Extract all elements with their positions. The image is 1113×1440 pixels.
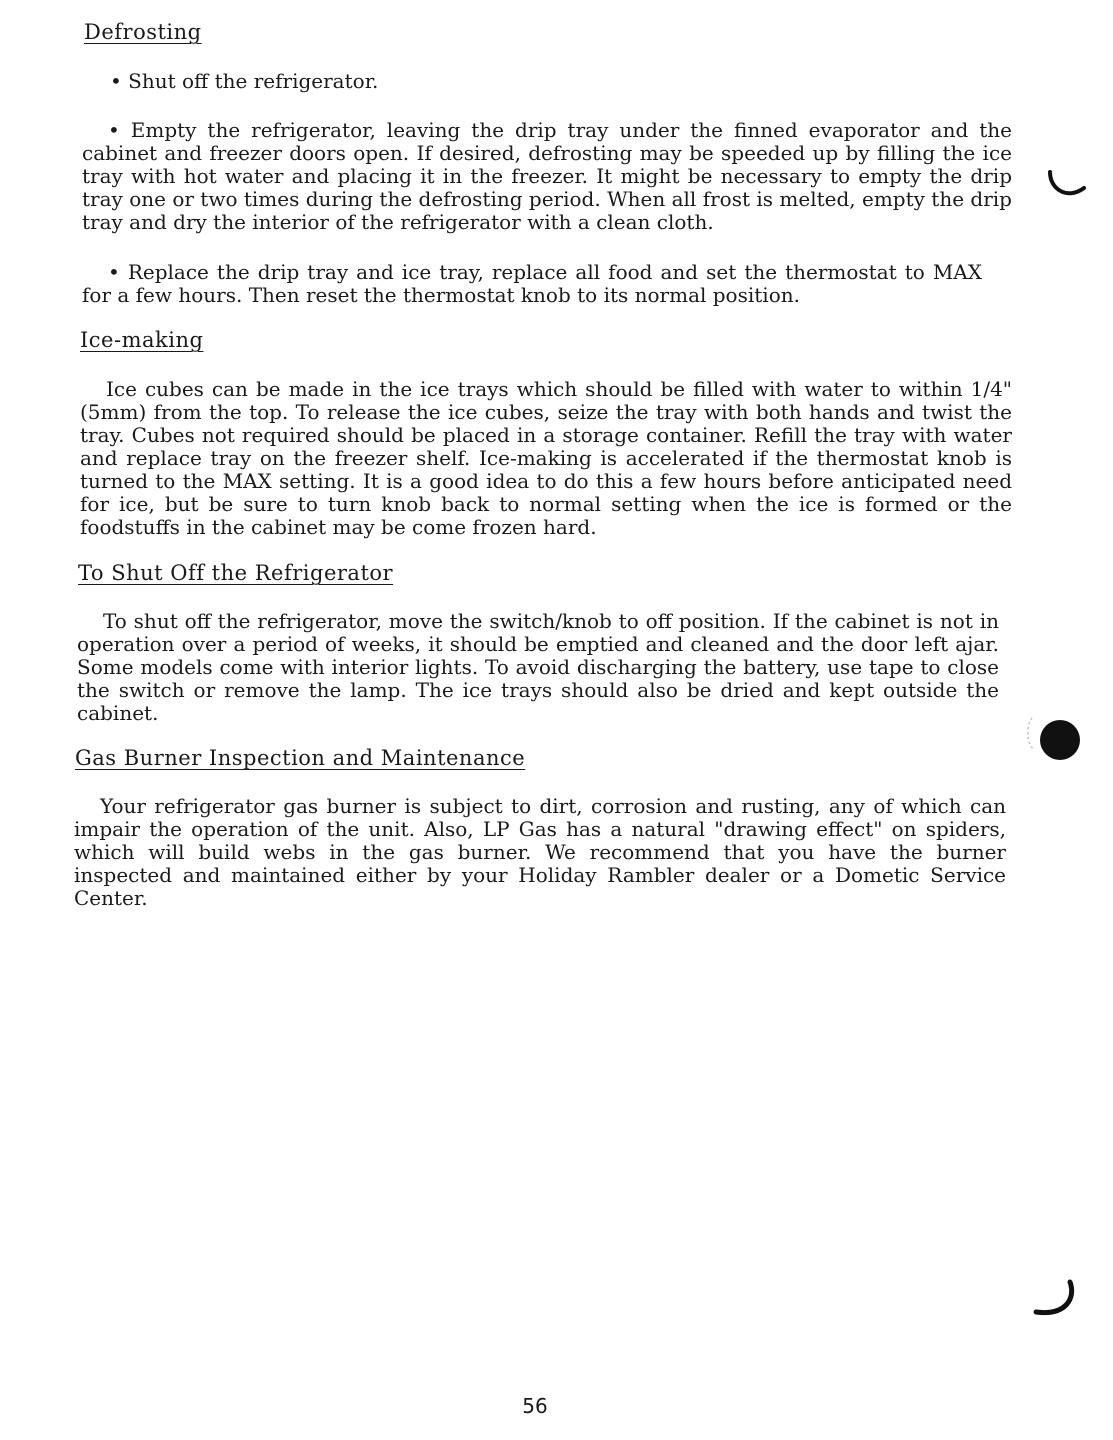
binder-hole-mark-top: [1044, 166, 1092, 202]
shut-off-body: To shut off the refrigerator, move the switch/knob to off position. If the cabinet is not in operation over a period of weeks, it should be emptied and cleaned and the door left ajar. Some models come with interior lights. To avoid discharging the battery, use tape to close the switch or remove the lamp. The ice trays should also be dried and kept outside the cabinet.: [77, 609, 999, 725]
page-number: 56: [522, 1394, 548, 1418]
ice-making-body: Ice cubes can be made in the ice trays which should be filled with water to within 1/4" (5mm) from the top. To release the ice cubes, seize the tray with both hands and twist the tray. Cubes not required should be placed in a storage container. Refill the tray with water and replace tray on the freezer shelf. Ice-making is accelerated if the thermostat knob is turned to the MAX setting. It is a good idea to do this a few hours before anticipated need for ice, but be sure to turn knob back to normal setting when the ice is formed or the foodstuffs in the cabinet may be come frozen hard.: [80, 377, 1012, 539]
ice-making-heading: Ice-making: [80, 328, 204, 352]
binder-hole-mark-middle: [1022, 712, 1088, 768]
gas-burner-body: Your refrigerator gas burner is subject to dirt, corrosion and rusting, any of which can impair the operation of the unit. Also, LP Gas has a natural "drawing effect" on spiders, which will build webs in the gas burner. We recommend that you have the burner inspected and maintained either by your Holiday Rambler dealer or a Dometic Service Center.: [74, 794, 1006, 910]
binder-hole-mark-bottom: [1026, 1276, 1086, 1326]
defrosting-bullet-empty: • Empty the refrigerator, leaving the drip tray under the finned evaporator and the cabinet and freezer doors open. If desired, defrosting may be speeded up by filling the ice tray with hot water and placing it in the freezer. It might be necessary to empty the drip tray one or two times during the defrosting period. When all frost is melted, empty the drip tray and dry the interior of the refrigerator with a clean cloth.: [82, 118, 1012, 234]
defrosting-bullet-replace: • Replace the drip tray and ice tray, replace all food and set the thermostat to MAX for a few hours. Then reset the thermostat knob to its normal position.: [82, 260, 982, 307]
shut-off-heading: To Shut Off the Refrigerator: [78, 561, 394, 585]
defrosting-heading: Defrosting: [84, 20, 202, 44]
gas-burner-heading: Gas Burner Inspection and Maintenance: [75, 746, 526, 770]
defrosting-bullet-shut-off: • Shut off the refrigerator.: [110, 69, 379, 93]
